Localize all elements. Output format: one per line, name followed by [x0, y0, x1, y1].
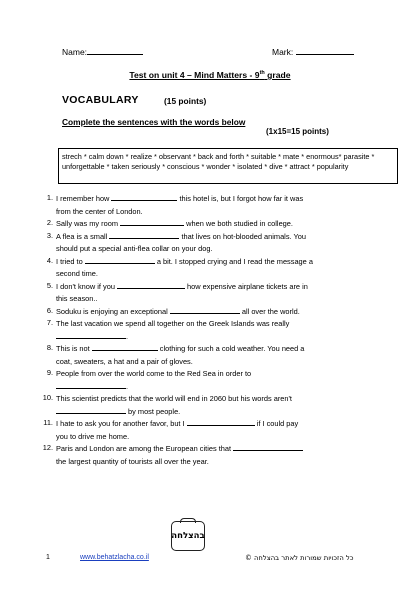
answer-blank[interactable]	[92, 343, 158, 351]
page-number: 1	[46, 554, 50, 561]
question-line	[56, 431, 398, 444]
question-line	[56, 206, 398, 219]
question-item	[40, 256, 398, 281]
answer-blank[interactable]	[117, 281, 185, 289]
question-text: when we both studied in college.	[184, 219, 293, 228]
question-line	[56, 456, 398, 469]
question-text: that lives on hot-blooded animals. You	[179, 231, 306, 241]
mark-blank	[296, 46, 354, 55]
question-item	[40, 193, 398, 218]
answer-blank[interactable]	[109, 231, 179, 239]
question-text: coat, sweaters, a hat and a pair of gloves.	[56, 356, 193, 366]
question-number: 11.	[43, 418, 53, 427]
answer-blank[interactable]	[56, 381, 129, 391]
question-item	[40, 343, 398, 368]
question-item	[40, 443, 398, 468]
question-item	[40, 393, 398, 418]
section-heading: VOCABULARY	[62, 94, 139, 106]
question-line	[56, 256, 398, 269]
question-line	[56, 193, 398, 206]
question-list	[40, 193, 398, 468]
question-line	[56, 318, 398, 331]
answer-blank[interactable]	[56, 331, 129, 341]
question-number: 8.	[46, 343, 53, 352]
question-line	[56, 356, 398, 369]
question-number: 10.	[42, 393, 53, 402]
question-item	[40, 368, 398, 393]
question-line	[56, 393, 398, 406]
question-item	[40, 218, 398, 231]
question-number: 7.	[46, 318, 53, 327]
question-item	[40, 306, 398, 319]
question-number: 5.	[46, 280, 53, 290]
question-line	[56, 343, 398, 356]
question-item	[40, 418, 398, 443]
question-item	[40, 231, 398, 256]
question-line	[56, 418, 398, 431]
question-line	[56, 231, 398, 244]
question-text: this season..	[56, 294, 98, 303]
question-text: I hate to ask you for another favor, but I	[56, 419, 187, 428]
question-text: you to drive me home.	[56, 431, 130, 441]
answer-blank[interactable]	[85, 256, 155, 264]
question-line	[56, 293, 398, 306]
question-text: Soduku is enjoying an exceptional	[56, 306, 170, 316]
behatzlacha-logo: בהצלחה	[171, 521, 205, 551]
question-line	[56, 218, 398, 231]
question-number: 9.	[46, 368, 53, 377]
footer-link[interactable]: www.behatzlacha.co.il	[80, 554, 149, 561]
question-text: I tried to	[56, 256, 85, 266]
answer-blank[interactable]	[170, 306, 240, 314]
mark-label: Mark:	[272, 47, 294, 57]
question-line	[56, 243, 398, 256]
question-text: from the center of London.	[56, 206, 143, 216]
question-text: Paris and London are among the European cities that	[56, 444, 234, 453]
answer-blank[interactable]	[233, 443, 303, 451]
answer-blank[interactable]	[111, 193, 177, 201]
name-label: Name:	[62, 47, 88, 57]
question-number: 4.	[46, 255, 53, 265]
instruction: Complete the sentences with the words below	[62, 117, 246, 127]
question-number: 6.	[46, 305, 53, 315]
question-line	[56, 268, 398, 281]
question-text: by most people.	[126, 406, 181, 416]
word-bank: strech * calm down * realize * observant * back and forth * suitable * mate * enormous* parasite * unforgettable * taken seriously * conscious * wonder * isolated * dive * attract * popularity	[58, 148, 398, 184]
question-line	[56, 306, 398, 319]
question-text: I don't know if you	[56, 281, 117, 291]
question-line	[56, 368, 398, 381]
mark-field	[272, 46, 354, 57]
question-text: A flea is a small	[56, 231, 110, 241]
question-item	[40, 281, 398, 306]
question-text: The last vacation we spend all together on the Greek Islands was really	[56, 319, 290, 328]
question-text: This scientist predicts that the world will end in 2060 but his words aren't	[56, 394, 292, 403]
question-text: clothing for such a cold weather. You need a	[157, 344, 305, 353]
instruction-points: (1x15=15 points)	[266, 127, 329, 136]
name-field	[62, 46, 143, 57]
answer-blank[interactable]	[187, 418, 255, 426]
question-number: 2.	[46, 218, 53, 227]
question-text: if I could pay	[254, 419, 299, 428]
question-text: this hotel is, but I forgot how far it was	[177, 194, 304, 203]
question-line	[56, 443, 398, 456]
question-line	[56, 281, 398, 294]
name-blank	[87, 46, 143, 55]
question-text: a bit. I stopped crying and I read the message a	[154, 256, 313, 266]
question-number: 1.	[46, 193, 53, 202]
question-text: .	[126, 331, 129, 341]
question-number: 3.	[46, 230, 53, 240]
question-text: how expensive airplane tickets are in	[184, 281, 308, 291]
question-line	[56, 331, 398, 344]
question-line	[56, 381, 398, 394]
question-text: Sally was my room	[56, 219, 121, 228]
question-text: all over the world.	[239, 306, 300, 316]
question-text: the largest quantity of tourists all over the year.	[56, 456, 209, 466]
question-text: should put a special anti-flea collar on your dog.	[56, 244, 213, 253]
footer-copyright: כל הזכויות שמורות לאתר בהצלחה ©	[245, 554, 354, 562]
question-number: 12.	[42, 443, 53, 452]
question-text: .	[126, 381, 129, 391]
question-text: I remember how	[56, 194, 112, 203]
question-line	[56, 406, 398, 419]
answer-blank[interactable]	[56, 406, 126, 414]
answer-blank[interactable]	[120, 218, 184, 226]
question-text: People from over the world come to the Red Sea in order to	[56, 369, 252, 378]
test-title: Test on unit 4 – Mind Matters - 9th grade	[129, 70, 291, 80]
question-text: This is not	[56, 344, 92, 353]
section-points: (15 points)	[164, 96, 207, 106]
question-item	[40, 318, 398, 343]
question-text: second time.	[56, 269, 98, 278]
